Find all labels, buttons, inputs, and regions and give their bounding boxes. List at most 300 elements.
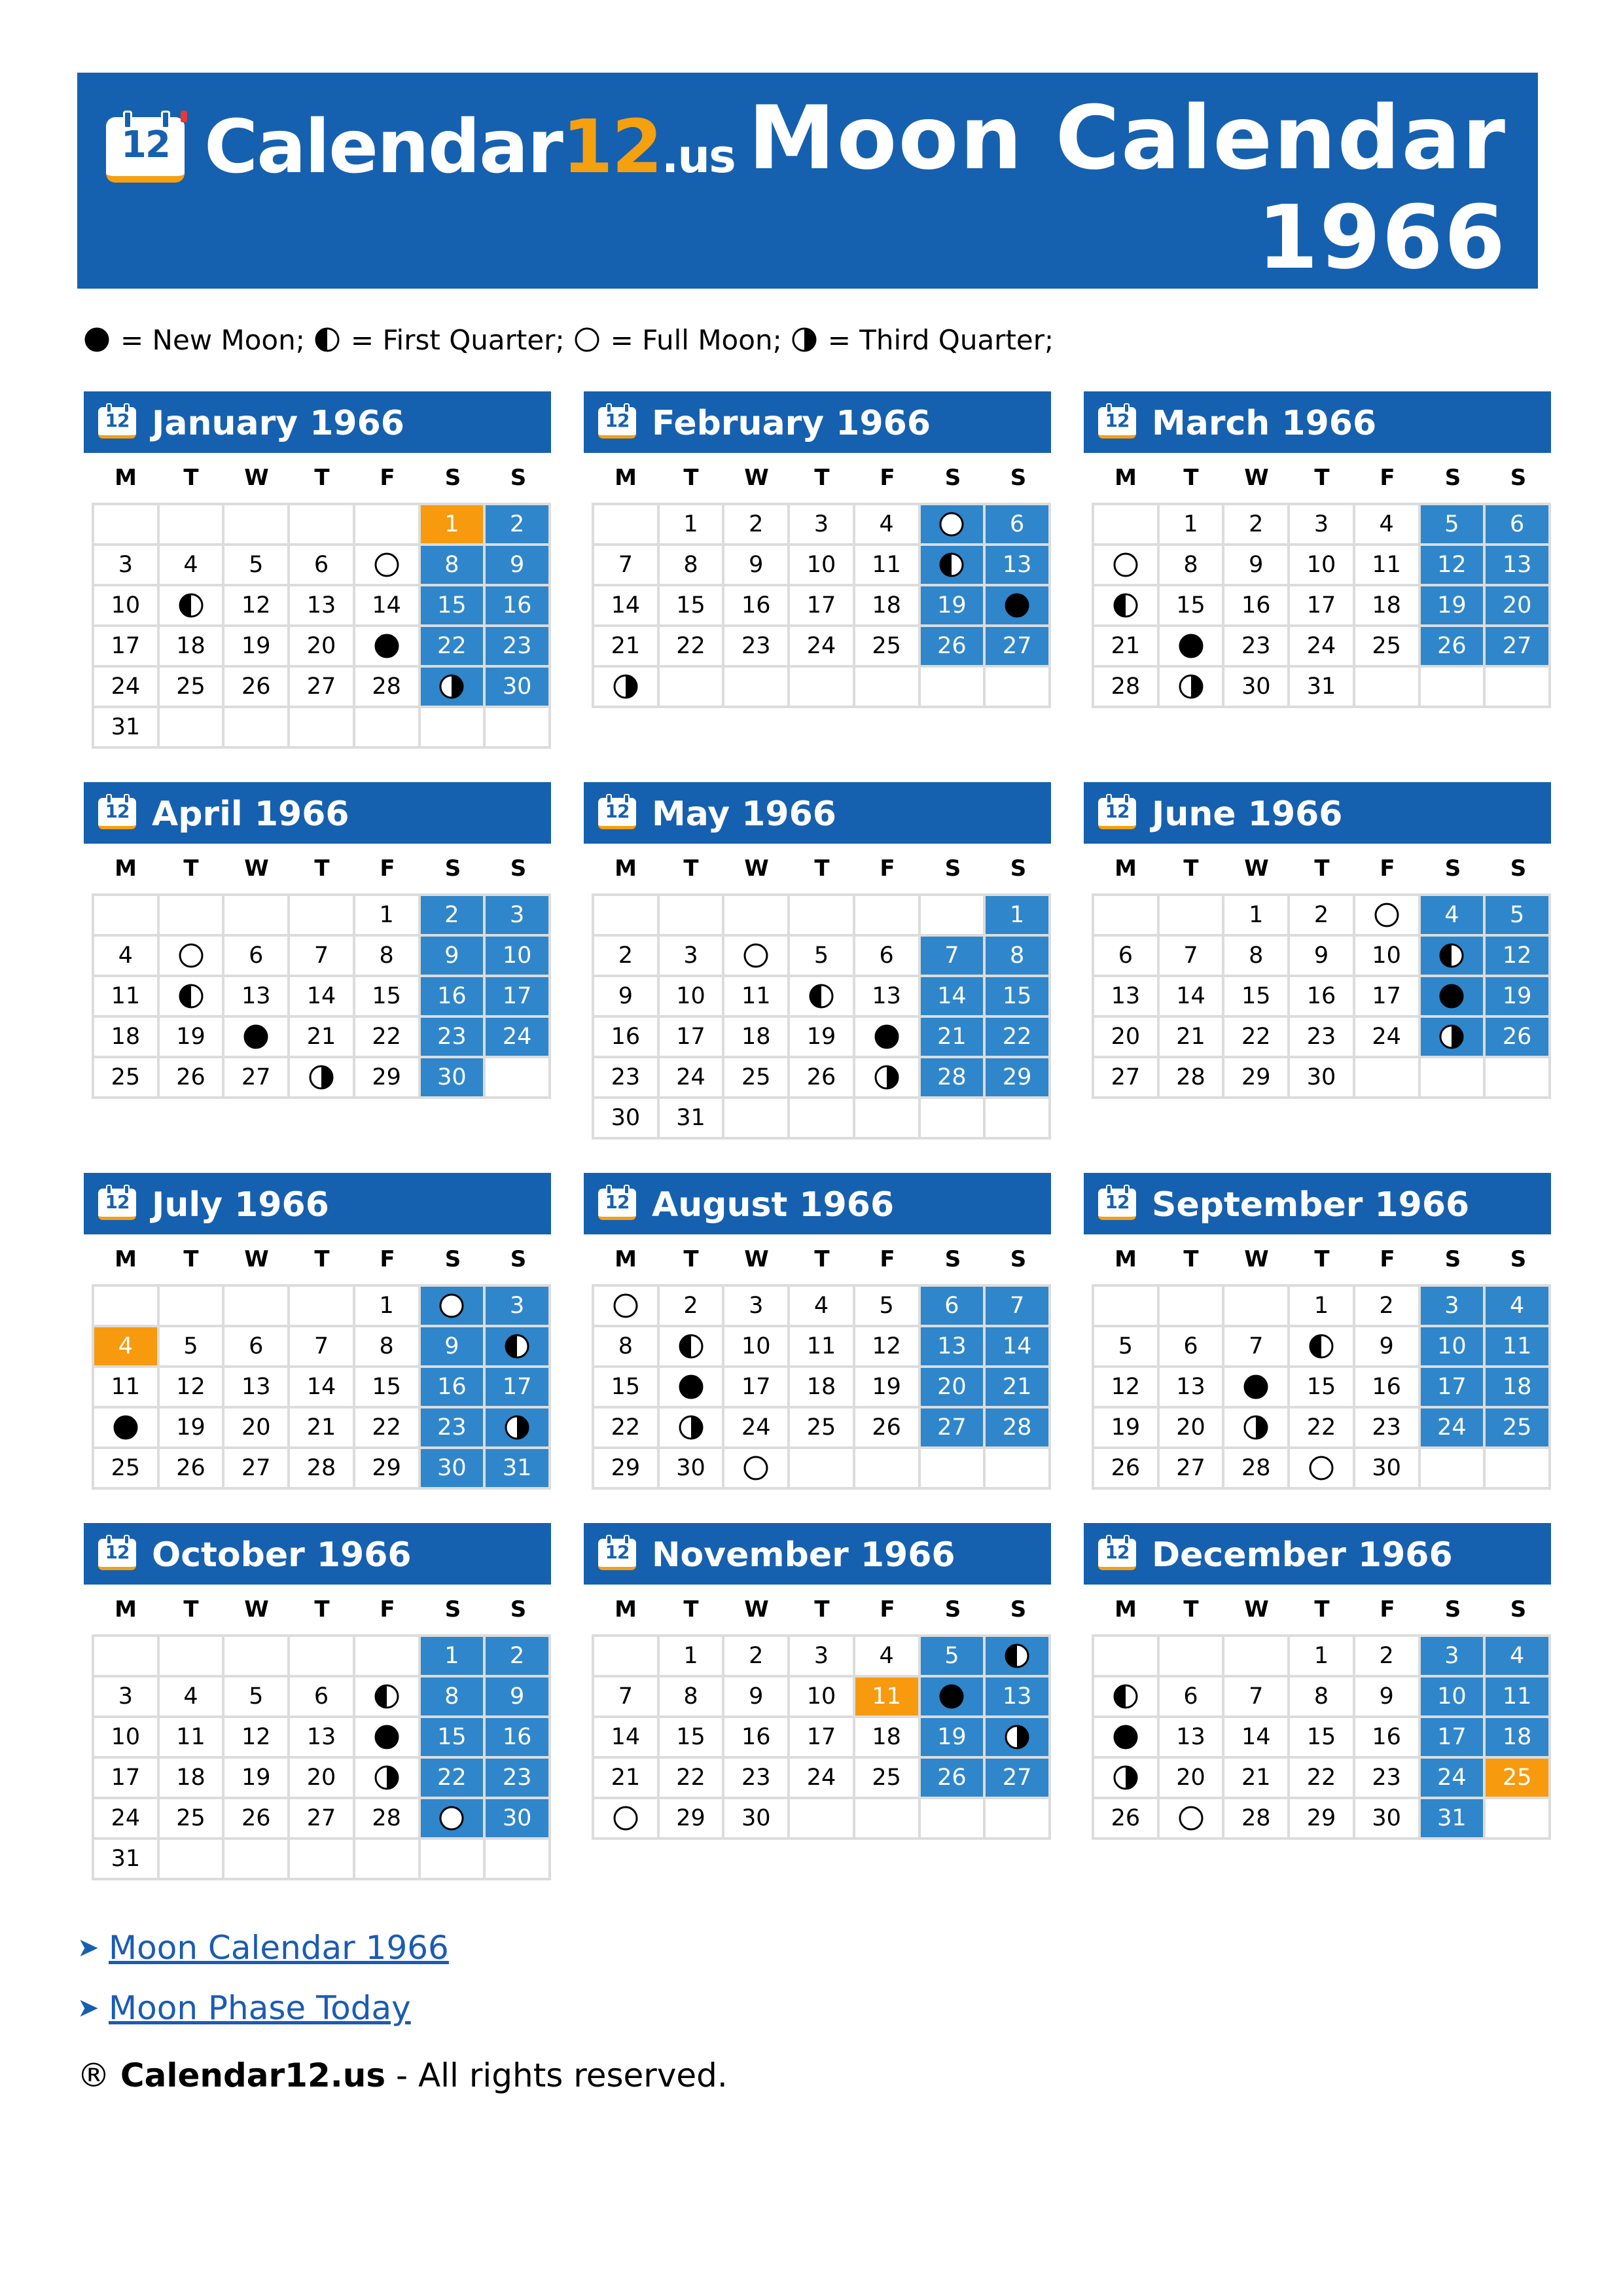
day-cell[interactable]: 23 (593, 1057, 658, 1098)
day-cell-new-moon[interactable] (1419, 976, 1485, 1016)
day-cell-new-moon[interactable] (658, 1367, 724, 1407)
day-cell-full-moon[interactable] (1158, 1798, 1224, 1839)
day-cell[interactable]: 14 (1223, 1717, 1289, 1757)
day-cell[interactable]: 17 (93, 1757, 158, 1798)
day-cell[interactable]: 10 (1419, 1676, 1485, 1717)
day-cell[interactable]: 5 (919, 1636, 985, 1676)
day-cell[interactable]: 25 (158, 666, 224, 707)
day-cell[interactable]: 30 (419, 1448, 485, 1488)
day-cell[interactable]: 5 (789, 935, 854, 976)
day-cell[interactable]: 30 (723, 1798, 789, 1839)
day-cell[interactable]: 27 (1484, 626, 1550, 666)
day-cell[interactable]: 13 (919, 1326, 985, 1367)
day-cell[interactable]: 17 (484, 976, 550, 1016)
day-cell[interactable]: 13 (1484, 545, 1550, 585)
day-cell[interactable]: 28 (1158, 1057, 1224, 1098)
day-cell[interactable]: 27 (919, 1407, 985, 1448)
day-cell[interactable]: 26 (789, 1057, 854, 1098)
day-cell[interactable]: 17 (1419, 1367, 1485, 1407)
day-cell[interactable]: 3 (1289, 504, 1354, 545)
day-cell[interactable]: 29 (593, 1448, 658, 1488)
day-cell[interactable]: 24 (723, 1407, 789, 1448)
day-cell-first-moon[interactable] (789, 976, 854, 1016)
day-cell[interactable]: 20 (223, 1407, 289, 1448)
day-cell[interactable]: 26 (158, 1448, 224, 1488)
day-cell[interactable]: 30 (484, 666, 550, 707)
day-cell[interactable]: 22 (419, 626, 485, 666)
day-cell[interactable]: 13 (1158, 1717, 1224, 1757)
day-cell[interactable]: 5 (854, 1285, 919, 1326)
day-cell[interactable]: 27 (984, 1757, 1050, 1798)
day-cell[interactable]: 29 (984, 1057, 1050, 1098)
day-cell[interactable]: 3 (789, 1636, 854, 1676)
day-cell[interactable]: 19 (919, 1717, 985, 1757)
day-cell[interactable]: 2 (658, 1285, 724, 1326)
site-logo[interactable] (106, 105, 735, 190)
day-cell-full-moon[interactable] (593, 1798, 658, 1839)
day-cell[interactable]: 13 (289, 585, 354, 626)
day-cell[interactable]: 3 (789, 504, 854, 545)
day-cell[interactable]: 1 (658, 504, 724, 545)
day-cell[interactable]: 24 (93, 1798, 158, 1839)
day-cell[interactable]: 19 (1484, 976, 1550, 1016)
day-cell[interactable]: 16 (723, 1717, 789, 1757)
day-cell[interactable]: 25 (1484, 1407, 1550, 1448)
day-cell-third-moon[interactable] (593, 666, 658, 707)
day-cell[interactable]: 14 (919, 976, 985, 1016)
day-cell[interactable]: 23 (1354, 1407, 1419, 1448)
day-cell[interactable]: 7 (289, 1326, 354, 1367)
day-cell-first-moon[interactable] (1093, 1676, 1158, 1717)
day-cell-first-moon[interactable] (1289, 1326, 1354, 1367)
day-cell[interactable]: 6 (223, 935, 289, 976)
day-cell[interactable]: 16 (593, 1016, 658, 1057)
day-cell[interactable]: 27 (1158, 1448, 1224, 1488)
day-cell[interactable]: 14 (1158, 976, 1224, 1016)
day-cell[interactable]: 28 (289, 1448, 354, 1488)
day-cell[interactable]: 26 (1093, 1448, 1158, 1488)
day-cell-full-moon[interactable] (919, 504, 985, 545)
day-cell[interactable]: 17 (658, 1016, 724, 1057)
day-cell-full-moon[interactable] (158, 935, 224, 976)
day-cell[interactable]: 26 (1419, 626, 1485, 666)
day-cell[interactable]: 22 (1289, 1757, 1354, 1798)
day-cell[interactable]: 3 (1419, 1636, 1485, 1676)
day-cell[interactable]: 17 (1289, 585, 1354, 626)
day-cell[interactable]: 30 (593, 1098, 658, 1138)
day-cell[interactable]: 18 (1484, 1717, 1550, 1757)
day-cell[interactable]: 14 (593, 585, 658, 626)
day-cell[interactable]: 10 (789, 545, 854, 585)
day-cell-full-moon[interactable] (1354, 895, 1419, 935)
day-cell[interactable]: 13 (223, 1367, 289, 1407)
day-cell-first-moon[interactable] (158, 585, 224, 626)
day-cell[interactable]: 12 (1093, 1367, 1158, 1407)
day-cell[interactable]: 5 (1093, 1326, 1158, 1367)
day-cell[interactable]: 7 (1223, 1326, 1289, 1367)
day-cell[interactable]: 16 (484, 1717, 550, 1757)
day-cell[interactable]: 9 (484, 545, 550, 585)
day-cell[interactable]: 7 (1223, 1676, 1289, 1717)
day-cell[interactable]: 3 (93, 1676, 158, 1717)
day-cell[interactable]: 19 (854, 1367, 919, 1407)
day-cell[interactable]: 25 (93, 1448, 158, 1488)
day-cell[interactable]: 9 (723, 1676, 789, 1717)
day-cell[interactable]: 20 (1484, 585, 1550, 626)
day-cell[interactable]: 17 (723, 1367, 789, 1407)
day-cell[interactable]: 18 (789, 1367, 854, 1407)
day-cell[interactable]: 4 (1354, 504, 1419, 545)
day-cell[interactable]: 1 (354, 895, 419, 935)
day-cell-new-moon[interactable] (354, 1717, 419, 1757)
day-cell[interactable]: 22 (354, 1016, 419, 1057)
day-cell[interactable]: 26 (854, 1407, 919, 1448)
day-cell[interactable]: 21 (289, 1016, 354, 1057)
day-cell-new-moon[interactable] (1158, 626, 1224, 666)
day-cell[interactable]: 23 (419, 1407, 485, 1448)
day-cell[interactable]: 31 (1419, 1798, 1485, 1839)
day-cell[interactable]: 27 (289, 666, 354, 707)
day-cell[interactable]: 2 (484, 1636, 550, 1676)
day-cell[interactable]: 17 (789, 1717, 854, 1757)
day-cell[interactable]: 24 (1354, 1016, 1419, 1057)
day-cell[interactable]: 27 (984, 626, 1050, 666)
day-cell[interactable]: 27 (1093, 1057, 1158, 1098)
day-cell[interactable]: 25 (1354, 626, 1419, 666)
day-cell[interactable]: 18 (854, 1717, 919, 1757)
day-cell[interactable]: 28 (1223, 1798, 1289, 1839)
day-cell[interactable]: 26 (158, 1057, 224, 1098)
day-cell[interactable]: 17 (789, 585, 854, 626)
day-cell[interactable]: 21 (593, 626, 658, 666)
day-cell[interactable]: 10 (484, 935, 550, 976)
day-cell[interactable]: 2 (1354, 1285, 1419, 1326)
day-cell-holiday[interactable]: 4 (93, 1326, 158, 1367)
day-cell[interactable]: 20 (1093, 1016, 1158, 1057)
day-cell-new-moon[interactable] (93, 1407, 158, 1448)
day-cell[interactable]: 22 (419, 1757, 485, 1798)
day-cell-first-moon[interactable] (984, 1636, 1050, 1676)
day-cell[interactable]: 23 (1223, 626, 1289, 666)
day-cell[interactable]: 3 (484, 1285, 550, 1326)
day-cell[interactable]: 15 (419, 585, 485, 626)
day-cell-first-moon[interactable] (919, 545, 985, 585)
day-cell[interactable]: 3 (1419, 1285, 1485, 1326)
day-cell[interactable]: 30 (658, 1448, 724, 1488)
day-cell-third-moon[interactable] (658, 1407, 724, 1448)
day-cell[interactable]: 15 (593, 1367, 658, 1407)
day-cell[interactable]: 16 (723, 585, 789, 626)
day-cell[interactable]: 24 (789, 626, 854, 666)
day-cell-full-moon[interactable] (593, 1285, 658, 1326)
day-cell-third-moon[interactable] (1223, 1407, 1289, 1448)
day-cell[interactable]: 31 (93, 707, 158, 747)
day-cell[interactable]: 7 (289, 935, 354, 976)
day-cell[interactable]: 2 (593, 935, 658, 976)
day-cell[interactable]: 6 (984, 504, 1050, 545)
day-cell[interactable]: 18 (93, 1016, 158, 1057)
day-cell[interactable]: 24 (484, 1016, 550, 1057)
day-cell[interactable]: 15 (1289, 1367, 1354, 1407)
day-cell[interactable]: 6 (223, 1326, 289, 1367)
day-cell[interactable]: 16 (1289, 976, 1354, 1016)
day-cell[interactable]: 31 (658, 1098, 724, 1138)
day-cell[interactable]: 6 (1158, 1676, 1224, 1717)
day-cell[interactable]: 10 (658, 976, 724, 1016)
day-cell[interactable]: 3 (484, 895, 550, 935)
day-cell-full-moon[interactable] (354, 545, 419, 585)
day-cell[interactable]: 11 (854, 545, 919, 585)
day-cell[interactable]: 31 (1289, 666, 1354, 707)
day-cell[interactable]: 10 (93, 1717, 158, 1757)
day-cell[interactable]: 28 (1223, 1448, 1289, 1488)
day-cell[interactable]: 27 (289, 1798, 354, 1839)
day-cell[interactable]: 3 (93, 545, 158, 585)
day-cell[interactable]: 19 (789, 1016, 854, 1057)
day-cell[interactable]: 21 (1223, 1757, 1289, 1798)
day-cell[interactable]: 7 (593, 1676, 658, 1717)
day-cell[interactable]: 11 (1484, 1326, 1550, 1367)
day-cell[interactable]: 28 (1093, 666, 1158, 707)
day-cell[interactable]: 25 (93, 1057, 158, 1098)
day-cell[interactable]: 16 (1354, 1367, 1419, 1407)
day-cell[interactable]: 26 (1093, 1798, 1158, 1839)
day-cell[interactable]: 9 (1354, 1676, 1419, 1717)
day-cell[interactable]: 28 (919, 1057, 985, 1098)
day-cell[interactable]: 20 (289, 626, 354, 666)
day-cell-third-moon[interactable] (854, 1057, 919, 1098)
day-cell[interactable]: 21 (289, 1407, 354, 1448)
day-cell[interactable]: 22 (658, 1757, 724, 1798)
day-cell-third-moon[interactable] (1419, 1016, 1485, 1057)
day-cell[interactable]: 30 (1289, 1057, 1354, 1098)
day-cell[interactable]: 19 (158, 1407, 224, 1448)
day-cell[interactable]: 2 (723, 504, 789, 545)
day-cell[interactable]: 29 (354, 1057, 419, 1098)
day-cell-first-moon[interactable] (158, 976, 224, 1016)
day-cell[interactable]: 9 (723, 545, 789, 585)
day-cell[interactable]: 6 (289, 545, 354, 585)
day-cell[interactable]: 6 (854, 935, 919, 976)
day-cell[interactable]: 28 (354, 666, 419, 707)
day-cell[interactable]: 17 (93, 626, 158, 666)
day-cell[interactable]: 31 (93, 1839, 158, 1879)
day-cell-full-moon[interactable] (1289, 1448, 1354, 1488)
day-cell[interactable]: 21 (984, 1367, 1050, 1407)
day-cell[interactable]: 8 (354, 935, 419, 976)
day-cell-third-moon[interactable] (1158, 666, 1224, 707)
day-cell-first-moon[interactable] (354, 1676, 419, 1717)
day-cell[interactable]: 15 (1158, 585, 1224, 626)
day-cell[interactable]: 20 (289, 1757, 354, 1798)
day-cell[interactable]: 28 (984, 1407, 1050, 1448)
day-cell-full-moon[interactable] (1093, 545, 1158, 585)
day-cell[interactable]: 8 (419, 545, 485, 585)
day-cell[interactable]: 22 (984, 1016, 1050, 1057)
day-cell[interactable]: 1 (1158, 504, 1224, 545)
day-cell[interactable]: 1 (419, 1636, 485, 1676)
day-cell[interactable]: 9 (419, 935, 485, 976)
day-cell-third-moon[interactable] (419, 666, 485, 707)
day-cell[interactable]: 4 (854, 1636, 919, 1676)
day-cell[interactable]: 29 (354, 1448, 419, 1488)
day-cell[interactable]: 1 (354, 1285, 419, 1326)
day-cell[interactable]: 19 (158, 1016, 224, 1057)
day-cell[interactable]: 6 (1093, 935, 1158, 976)
day-cell-new-moon[interactable] (1223, 1367, 1289, 1407)
day-cell[interactable]: 9 (593, 976, 658, 1016)
day-cell-full-moon[interactable] (723, 1448, 789, 1488)
day-cell[interactable]: 9 (1354, 1326, 1419, 1367)
day-cell[interactable]: 23 (419, 1016, 485, 1057)
day-cell[interactable]: 16 (1223, 585, 1289, 626)
day-cell-first-moon[interactable] (1419, 935, 1485, 976)
day-cell[interactable]: 14 (984, 1326, 1050, 1367)
day-cell[interactable]: 22 (593, 1407, 658, 1448)
day-cell[interactable]: 29 (1289, 1798, 1354, 1839)
day-cell[interactable]: 13 (984, 545, 1050, 585)
day-cell[interactable]: 1 (1289, 1636, 1354, 1676)
day-cell[interactable]: 8 (1223, 935, 1289, 976)
day-cell[interactable]: 4 (93, 935, 158, 976)
day-cell[interactable]: 28 (354, 1798, 419, 1839)
day-cell[interactable]: 24 (658, 1057, 724, 1098)
day-cell[interactable]: 9 (1223, 545, 1289, 585)
day-cell[interactable]: 8 (1158, 545, 1224, 585)
day-cell[interactable]: 6 (289, 1676, 354, 1717)
day-cell[interactable]: 11 (93, 976, 158, 1016)
day-cell[interactable]: 16 (419, 1367, 485, 1407)
day-cell[interactable]: 15 (1223, 976, 1289, 1016)
day-cell[interactable]: 4 (789, 1285, 854, 1326)
day-cell[interactable]: 23 (484, 1757, 550, 1798)
day-cell[interactable]: 15 (658, 1717, 724, 1757)
day-cell[interactable]: 12 (223, 1717, 289, 1757)
day-cell[interactable]: 1 (1223, 895, 1289, 935)
day-cell-first-moon[interactable] (1093, 585, 1158, 626)
day-cell[interactable]: 13 (289, 1717, 354, 1757)
day-cell-full-moon[interactable] (419, 1798, 485, 1839)
day-cell[interactable]: 25 (789, 1407, 854, 1448)
day-cell[interactable]: 14 (354, 585, 419, 626)
day-cell[interactable]: 23 (1354, 1757, 1419, 1798)
day-cell[interactable]: 16 (419, 976, 485, 1016)
day-cell[interactable]: 16 (484, 585, 550, 626)
day-cell[interactable]: 9 (419, 1326, 485, 1367)
day-cell[interactable]: 26 (223, 666, 289, 707)
day-cell[interactable]: 1 (984, 895, 1050, 935)
day-cell[interactable]: 25 (854, 626, 919, 666)
day-cell[interactable]: 17 (1419, 1717, 1485, 1757)
day-cell[interactable]: 12 (854, 1326, 919, 1367)
day-cell-full-moon[interactable] (419, 1285, 485, 1326)
day-cell[interactable]: 5 (223, 1676, 289, 1717)
day-cell[interactable]: 18 (854, 585, 919, 626)
link-moon-calendar[interactable] (77, 1918, 449, 1978)
day-cell[interactable]: 7 (1158, 935, 1224, 976)
day-cell-holiday[interactable]: 11 (854, 1676, 919, 1717)
day-cell[interactable]: 4 (158, 1676, 224, 1717)
day-cell[interactable]: 13 (984, 1676, 1050, 1717)
day-cell[interactable]: 25 (854, 1757, 919, 1798)
day-cell[interactable]: 26 (1484, 1016, 1550, 1057)
link-moon-phase-today-text[interactable]: Moon Phase Today (109, 1989, 411, 2027)
day-cell[interactable]: 13 (1158, 1367, 1224, 1407)
day-cell-third-moon[interactable] (289, 1057, 354, 1098)
day-cell[interactable]: 1 (1289, 1285, 1354, 1326)
day-cell[interactable]: 2 (1354, 1636, 1419, 1676)
day-cell[interactable]: 15 (419, 1717, 485, 1757)
day-cell[interactable]: 19 (919, 585, 985, 626)
day-cell[interactable]: 11 (723, 976, 789, 1016)
day-cell[interactable]: 3 (658, 935, 724, 976)
day-cell[interactable]: 8 (658, 545, 724, 585)
day-cell[interactable]: 10 (1289, 545, 1354, 585)
day-cell[interactable]: 20 (1158, 1407, 1224, 1448)
day-cell[interactable]: 11 (789, 1326, 854, 1367)
day-cell[interactable]: 21 (593, 1757, 658, 1798)
day-cell[interactable]: 6 (919, 1285, 985, 1326)
day-cell[interactable]: 16 (1354, 1717, 1419, 1757)
day-cell-holiday[interactable]: 25 (1484, 1757, 1550, 1798)
day-cell[interactable]: 11 (1484, 1676, 1550, 1717)
day-cell-full-moon[interactable] (723, 935, 789, 976)
day-cell[interactable]: 12 (1419, 545, 1485, 585)
day-cell[interactable]: 2 (419, 895, 485, 935)
day-cell[interactable]: 23 (484, 626, 550, 666)
day-cell[interactable]: 23 (723, 626, 789, 666)
day-cell[interactable]: 5 (158, 1326, 224, 1367)
day-cell[interactable]: 15 (354, 976, 419, 1016)
day-cell[interactable]: 8 (419, 1676, 485, 1717)
day-cell[interactable]: 11 (93, 1367, 158, 1407)
link-moon-phase-today[interactable] (77, 1978, 449, 2038)
day-cell-third-moon[interactable] (354, 1757, 419, 1798)
day-cell-first-moon[interactable] (484, 1326, 550, 1367)
day-cell[interactable]: 18 (158, 1757, 224, 1798)
day-cell-new-moon[interactable] (223, 1016, 289, 1057)
day-cell[interactable]: 8 (354, 1326, 419, 1367)
day-cell[interactable]: 8 (984, 935, 1050, 976)
day-cell[interactable]: 10 (1354, 935, 1419, 976)
day-cell[interactable]: 15 (984, 976, 1050, 1016)
day-cell-third-moon[interactable] (484, 1407, 550, 1448)
day-cell[interactable]: 13 (223, 976, 289, 1016)
day-cell[interactable]: 24 (789, 1757, 854, 1798)
day-cell[interactable]: 10 (93, 585, 158, 626)
day-cell[interactable]: 30 (419, 1057, 485, 1098)
day-cell-new-moon[interactable] (1093, 1717, 1158, 1757)
day-cell[interactable]: 12 (223, 585, 289, 626)
day-cell[interactable]: 23 (723, 1757, 789, 1798)
day-cell[interactable]: 2 (1223, 504, 1289, 545)
day-cell[interactable]: 11 (1354, 545, 1419, 585)
day-cell[interactable]: 26 (919, 1757, 985, 1798)
day-cell[interactable]: 23 (1289, 1016, 1354, 1057)
day-cell[interactable]: 5 (223, 545, 289, 585)
day-cell-third-moon[interactable] (1093, 1757, 1158, 1798)
day-cell[interactable]: 10 (723, 1326, 789, 1367)
day-cell[interactable]: 18 (1354, 585, 1419, 626)
day-cell[interactable]: 14 (593, 1717, 658, 1757)
day-cell[interactable]: 19 (223, 1757, 289, 1798)
day-cell[interactable]: 4 (158, 545, 224, 585)
day-cell[interactable]: 6 (1484, 504, 1550, 545)
day-cell[interactable]: 25 (158, 1798, 224, 1839)
day-cell-new-moon[interactable] (854, 1016, 919, 1057)
link-moon-calendar-text[interactable]: Moon Calendar 1966 (109, 1929, 449, 1967)
day-cell[interactable]: 8 (658, 1676, 724, 1717)
